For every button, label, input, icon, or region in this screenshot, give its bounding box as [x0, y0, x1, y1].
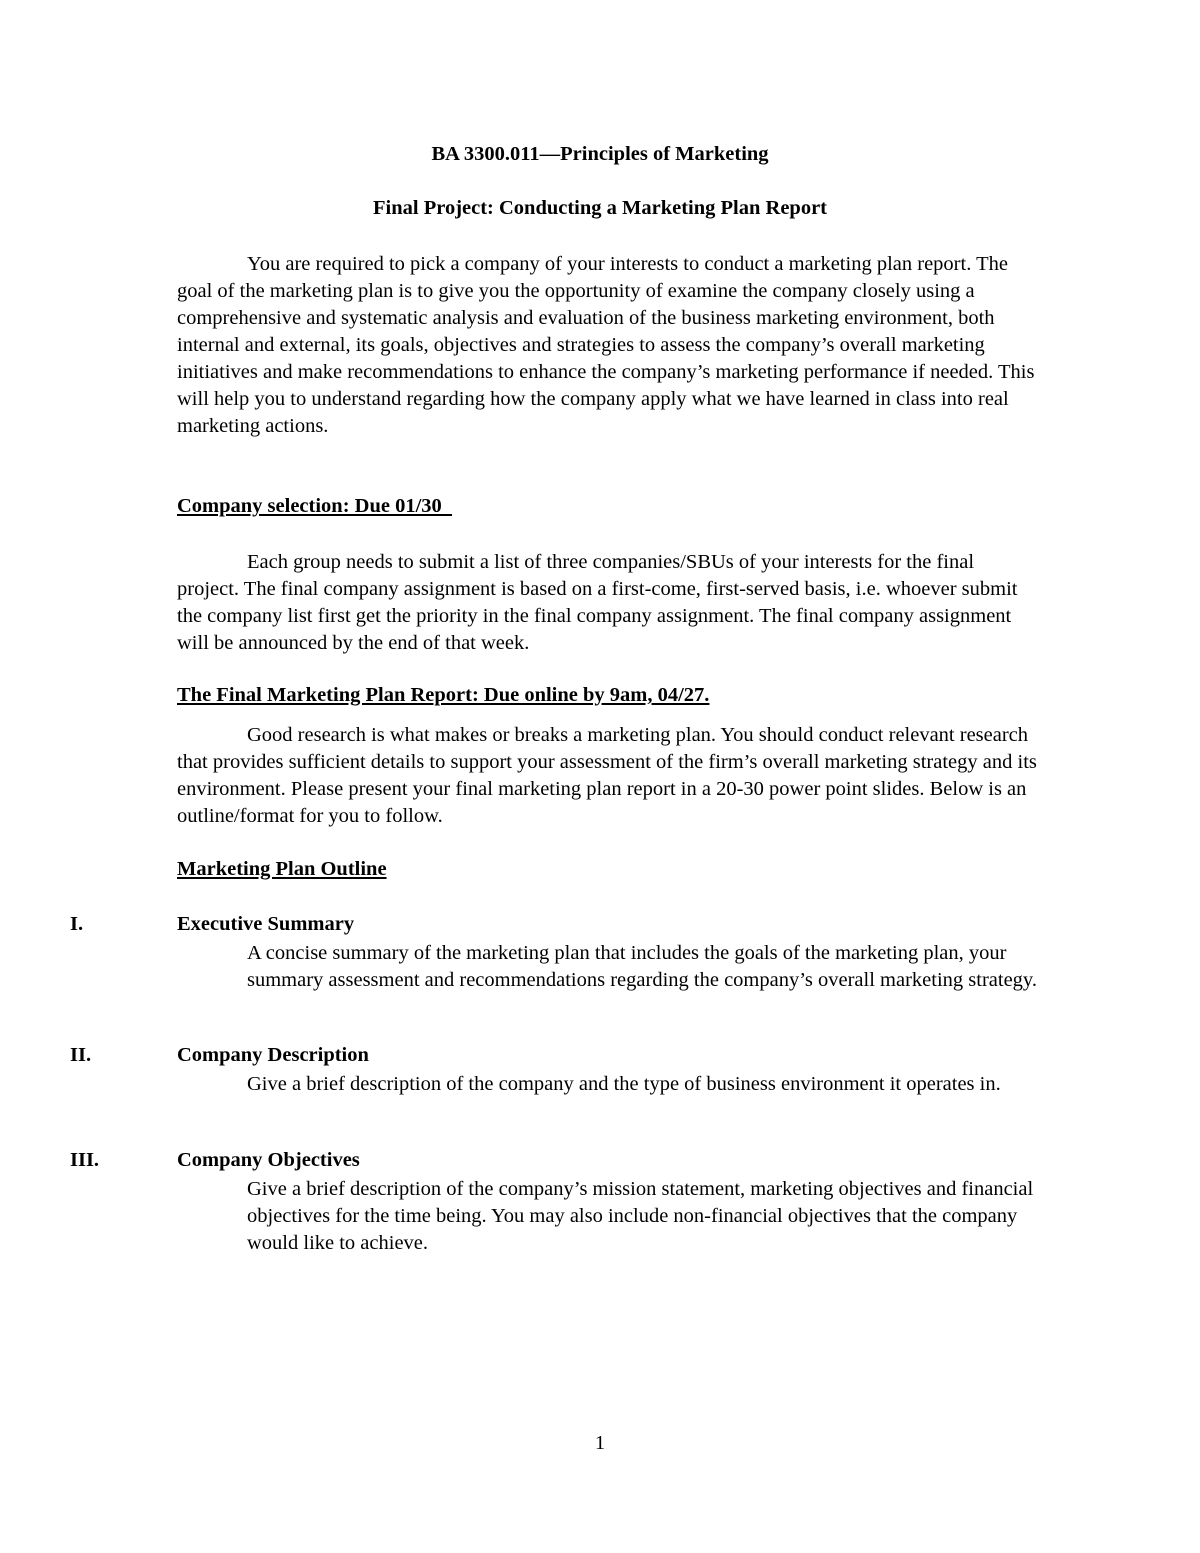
section-numeral: II. — [70, 1044, 92, 1066]
intro-text: You are required to pick a company of your interests to conduct a marketing plan report. The goal of the marketing plan is to give you the opportunity of examine the company closely using a comprehensive and systematic analysis and evaluation of the business marketing environment, both internal and external, its goals, objectives and strategies to assess the company’s overall marketing initiatives and make recommendations to enhance the company’s marketing performance if needed. This will help you to understand regarding how the company apply what we have learned in class into real marketing actions. — [177, 253, 1035, 437]
section-description: A concise summary of the marketing plan that includes the goals of the marketing plan, your summary assessment and recommendations regarding the company’s overall marketing strategy. — [247, 942, 1037, 991]
section-numeral: III. — [70, 1149, 100, 1171]
section-title-company-objectives: Company Objectives — [177, 1149, 360, 1171]
company-selection-paragraph — [177, 549, 1037, 657]
page-number: 1 — [594, 1432, 606, 1454]
company-selection-text: Each group needs to submit a list of three companies/SBUs of your interests for the final project. The final company assignment is based on a first-come, first-served basis, i.e. whoever submit the company list first get the priority in the final company assignment. The final company assignment will be announced by the end of that week. — [177, 551, 1018, 654]
outline-heading: Marketing Plan Outline — [177, 858, 387, 880]
final-report-paragraph — [177, 722, 1037, 830]
final-report-heading: The Final Marketing Plan Report: Due online by 9am, 04/27. — [177, 684, 710, 706]
final-report-text: Good research is what makes or breaks a marketing plan. You should conduct relevant research that provides sufficient details to support your assessment of the firm’s overall marketing strategy and its environment. Please present your final marketing plan report in a 20-30 power point slides. Below is an outline/format for you to follow. — [177, 724, 1037, 827]
company-selection-heading: Company selection: Due 01/30 — [177, 495, 453, 517]
intro-paragraph — [177, 251, 1037, 440]
section-description: Give a brief description of the company and the type of business environment it operates in. — [247, 1073, 1001, 1095]
course-title: BA 3300.011—Principles of Marketing — [431, 143, 769, 165]
section-numeral: I. — [70, 913, 84, 935]
section-title-executive-summary: Executive Summary — [177, 913, 355, 935]
project-title: Final Project: Conducting a Marketing Plan Report — [373, 197, 827, 219]
section-description: Give a brief description of the company’s mission statement, marketing objectives and financial objectives for the time being. You may also include non-financial objectives that the company would like to achieve. — [247, 1178, 1034, 1254]
section-title-company-description: Company Description — [177, 1044, 369, 1066]
